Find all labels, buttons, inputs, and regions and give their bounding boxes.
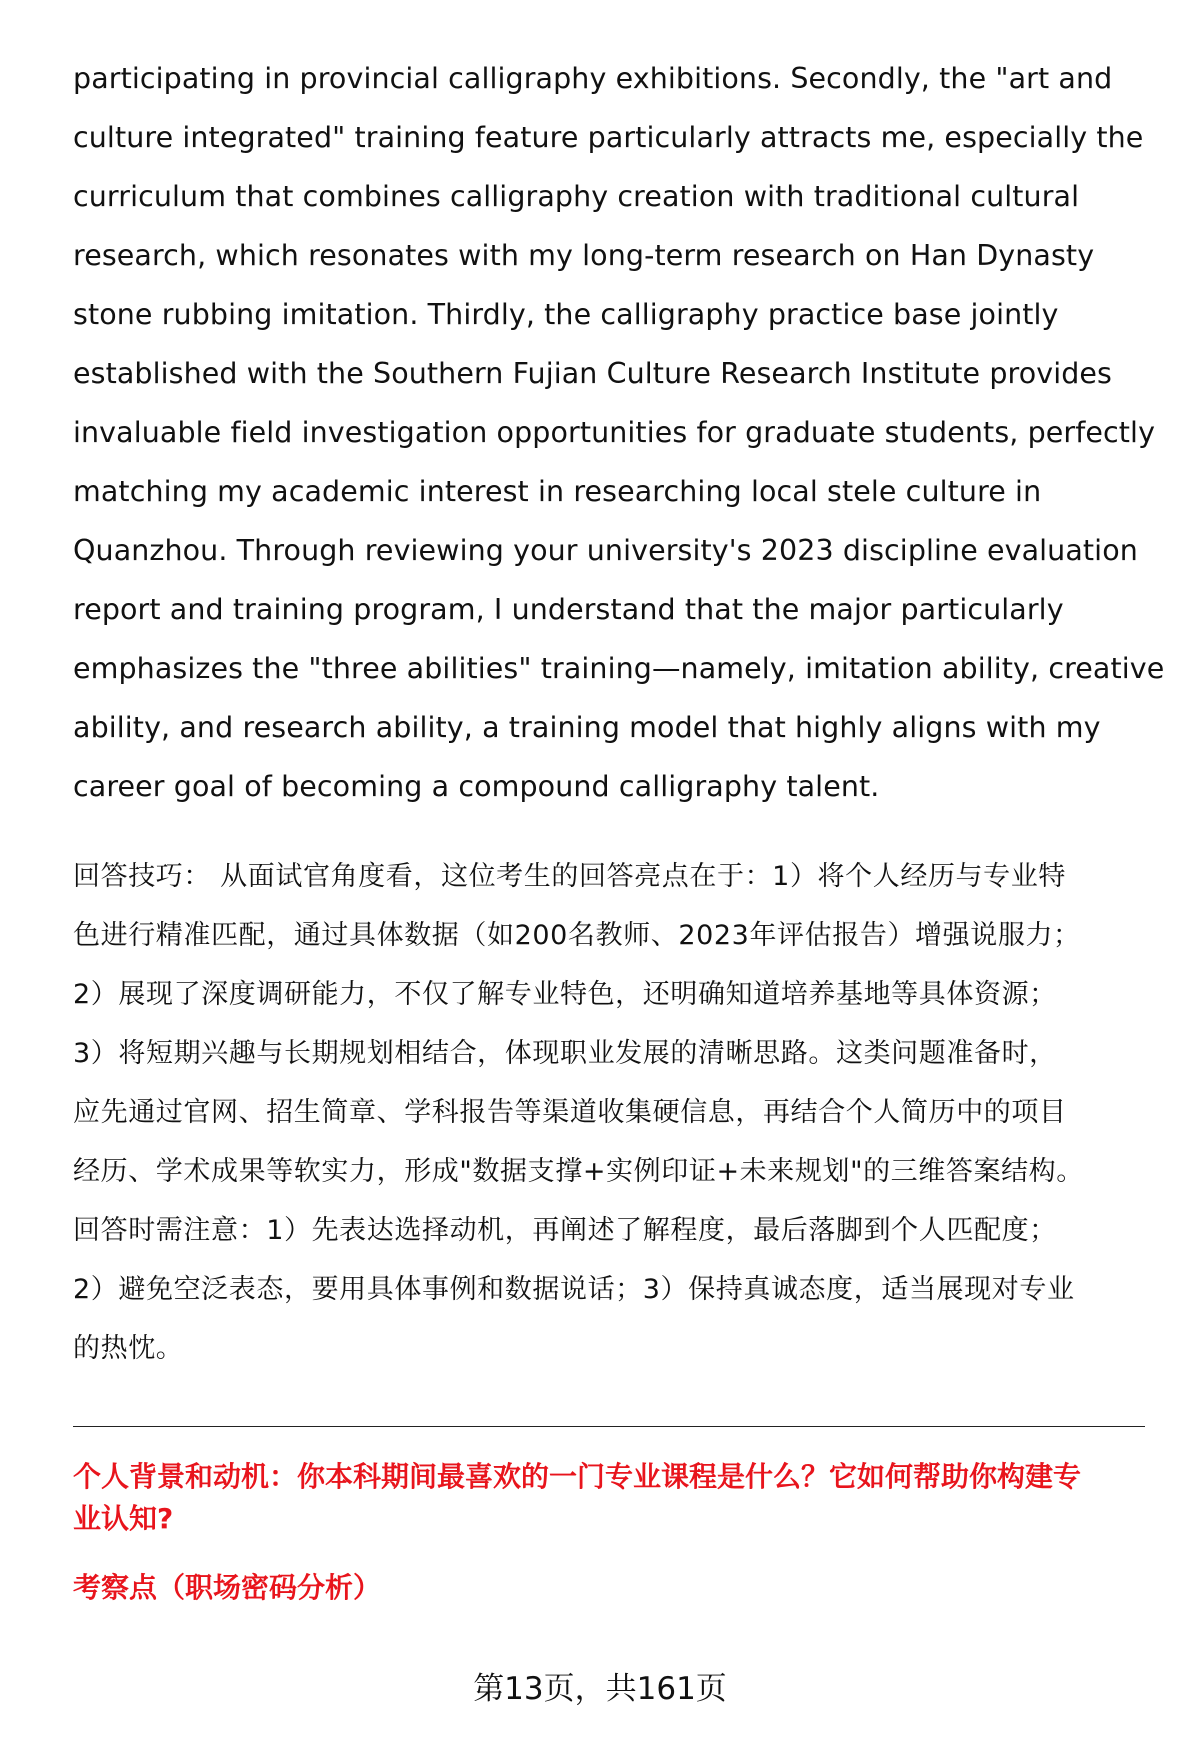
paragraph-line: 3）将短期兴趣与长期规划相结合，体现职业发展的清晰思路。这类问题准备时， <box>73 1038 1057 1069</box>
paragraph-line: curriculum that combines calligraphy creation with traditional cultural <box>73 180 1080 213</box>
page-number: 第13页，共161页 <box>473 1671 727 1707</box>
paragraph-line: culture integrated" training feature particularly attracts me, especially the <box>73 121 1144 154</box>
paragraph-line: participating in provincial calligraphy exhibitions. Secondly, the "art and <box>73 62 1113 95</box>
section-divider <box>73 1426 1145 1427</box>
paragraph-line: 的热忱。 <box>73 1333 184 1364</box>
paragraph-line: 回答时需注意：1）先表达选择动机，再阐述了解程度，最后落脚到个人匹配度； <box>73 1215 1057 1246</box>
paragraph-line: 经历、学术成果等软实力，形成"数据支撑+实例印证+未来规划"的三维答案结构。 <box>73 1156 1084 1187</box>
paragraph-line: ability, and research ability, a training model that highly aligns with my <box>73 711 1101 744</box>
paragraph-line: report and training program, I understand that the major particularly <box>73 593 1064 626</box>
paragraph-line: Quanzhou. Through reviewing your university's 2023 discipline evaluation <box>73 534 1138 567</box>
paragraph-line: 应先通过官网、招生简章、学科报告等渠道收集硬信息，再结合个人简历中的项目 <box>73 1097 1067 1128</box>
assessment-subheading: 考察点（职场密码分析） <box>73 1571 382 1604</box>
paragraph-line: stone rubbing imitation. Thirdly, the calligraphy practice base jointly <box>73 298 1059 331</box>
paragraph-line: 2）避免空泛表态，要用具体事例和数据说话；3）保持真诚态度，适当展现对专业 <box>73 1274 1075 1305</box>
paragraph-line: emphasizes the "three abilities" training—namely, imitation ability, creative <box>73 652 1165 685</box>
paragraph-line: established with the Southern Fujian Culture Research Institute provides <box>73 357 1113 390</box>
paragraph-line: 色进行精准匹配，通过具体数据（如200名教师、2023年评估报告）增强说服力； <box>73 920 1081 951</box>
paragraph-line: 2）展现了深度调研能力，不仅了解专业特色，还明确知道培养基地等具体资源； <box>73 979 1057 1010</box>
paragraph-line: career goal of becoming a compound calligraphy talent. <box>73 770 880 803</box>
paragraph-line: matching my academic interest in researching local stele culture in <box>73 475 1042 508</box>
question-line: 业认知? <box>73 1502 174 1535</box>
paragraph-line: research, which resonates with my long-term research on Han Dynasty <box>73 239 1095 272</box>
paragraph-line: 回答技巧： 从面试官角度看，这位考生的回答亮点在于：1）将个人经历与专业特 <box>73 861 1066 892</box>
paragraph-line: invaluable field investigation opportunities for graduate students, perfectly <box>73 416 1156 449</box>
question-line: 个人背景和动机：你本科期间最喜欢的一门专业课程是什么？它如何帮助你构建专 <box>73 1460 1082 1493</box>
